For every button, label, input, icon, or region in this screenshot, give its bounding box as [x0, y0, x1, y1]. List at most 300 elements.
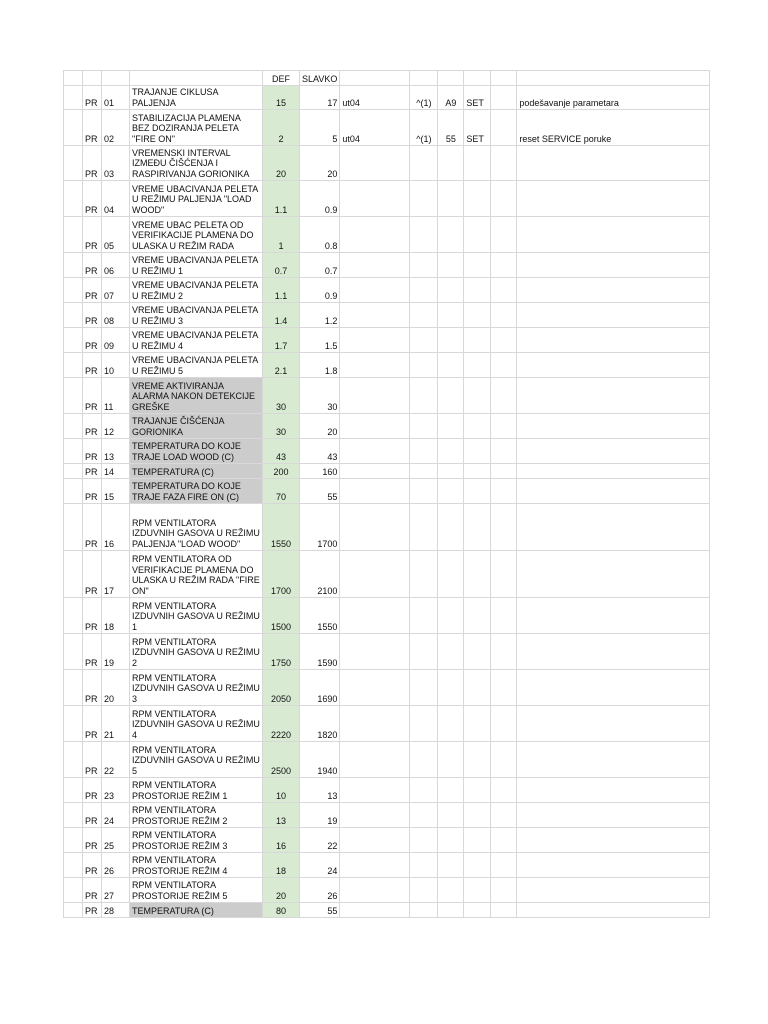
cell-pr[interactable]: PR	[83, 878, 102, 903]
cell-c1[interactable]: ut04	[340, 86, 410, 110]
cell-c2[interactable]	[410, 439, 438, 464]
cell-slavko[interactable]: 5	[300, 110, 340, 146]
cell-c1[interactable]	[340, 217, 410, 253]
cell-blank2[interactable]	[491, 303, 517, 328]
cell-num[interactable]: 23	[102, 778, 130, 803]
cell-c1[interactable]	[340, 303, 410, 328]
cell-c2[interactable]	[410, 878, 438, 903]
cell-blank2[interactable]	[491, 439, 517, 464]
cell-c2[interactable]	[410, 464, 438, 479]
cell[interactable]	[464, 71, 491, 86]
cell-c2[interactable]	[410, 217, 438, 253]
cell-c2[interactable]	[410, 598, 438, 634]
cell-note[interactable]: podešavanje parametara	[517, 86, 710, 110]
cell-c1[interactable]	[340, 828, 410, 853]
cell-c3[interactable]	[438, 853, 464, 878]
cell-note[interactable]: reset SERVICE poruke	[517, 110, 710, 146]
cell-c3[interactable]	[438, 742, 464, 778]
cell-def[interactable]: 1550	[263, 504, 300, 551]
cell-desc[interactable]: TEMPERATURA (C)	[130, 903, 263, 918]
cell-c1[interactable]	[340, 328, 410, 353]
cell-desc[interactable]: TRAJANJE ČIŠĆENJA GORIONIKA	[130, 414, 263, 439]
cell-num[interactable]: 01	[102, 86, 130, 110]
cell-c2[interactable]	[410, 278, 438, 303]
cell-c4[interactable]	[464, 278, 491, 303]
cell-c3[interactable]	[438, 353, 464, 378]
cell-note[interactable]	[517, 181, 710, 217]
cell-blank[interactable]	[64, 146, 83, 181]
cell-c3[interactable]	[438, 670, 464, 706]
cell-blank[interactable]	[64, 414, 83, 439]
cell-c3[interactable]	[438, 598, 464, 634]
cell-c4[interactable]	[464, 479, 491, 504]
cell-desc[interactable]: RPM VENTILATORA IZDUVNIH GASOVA U REŽIMU 3	[130, 670, 263, 706]
cell-note[interactable]	[517, 217, 710, 253]
cell-slavko[interactable]: 20	[300, 146, 340, 181]
cell-pr[interactable]: PR	[83, 598, 102, 634]
cell-blank[interactable]	[64, 634, 83, 670]
cell-blank2[interactable]	[491, 903, 517, 918]
cell-pr[interactable]: PR	[83, 803, 102, 828]
cell-blank2[interactable]	[491, 878, 517, 903]
cell-c4[interactable]	[464, 253, 491, 278]
cell-pr[interactable]: PR	[83, 278, 102, 303]
cell-desc[interactable]: RPM VENTILATORA PROSTORIJE REŽIM 2	[130, 803, 263, 828]
cell-num[interactable]: 02	[102, 110, 130, 146]
cell-c1[interactable]	[340, 803, 410, 828]
cell-pr[interactable]: PR	[83, 551, 102, 598]
cell-c3[interactable]	[438, 464, 464, 479]
cell-blank[interactable]	[64, 853, 83, 878]
cell-c3[interactable]	[438, 414, 464, 439]
cell-slavko[interactable]: 13	[300, 778, 340, 803]
cell-pr[interactable]: PR	[83, 217, 102, 253]
cell-slavko[interactable]: 0.8	[300, 217, 340, 253]
cell-slavko[interactable]: 2100	[300, 551, 340, 598]
cell-c1[interactable]	[340, 146, 410, 181]
header-def[interactable]: DEF	[263, 71, 300, 86]
cell-note[interactable]	[517, 878, 710, 903]
cell-blank2[interactable]	[491, 853, 517, 878]
cell-desc[interactable]: VREME UBACIVANJA PELETA U REŽIMU 3	[130, 303, 263, 328]
cell[interactable]	[410, 71, 438, 86]
cell-pr[interactable]: PR	[83, 110, 102, 146]
cell-slavko[interactable]: 17	[300, 86, 340, 110]
cell-note[interactable]	[517, 598, 710, 634]
cell-blank[interactable]	[64, 742, 83, 778]
cell-note[interactable]	[517, 479, 710, 504]
cell-c2[interactable]	[410, 803, 438, 828]
cell-c3[interactable]	[438, 551, 464, 598]
cell-slavko[interactable]: 22	[300, 828, 340, 853]
cell-c4[interactable]	[464, 903, 491, 918]
cell-blank2[interactable]	[491, 504, 517, 551]
cell-c4[interactable]	[464, 439, 491, 464]
cell-c3[interactable]	[438, 328, 464, 353]
cell-pr[interactable]: PR	[83, 303, 102, 328]
cell-blank[interactable]	[64, 328, 83, 353]
cell-c1[interactable]	[340, 670, 410, 706]
cell-slavko[interactable]: 1550	[300, 598, 340, 634]
cell-c2[interactable]	[410, 328, 438, 353]
cell-note[interactable]	[517, 742, 710, 778]
cell-c2[interactable]	[410, 551, 438, 598]
cell-num[interactable]: 17	[102, 551, 130, 598]
cell-c4[interactable]	[464, 378, 491, 414]
cell-note[interactable]	[517, 253, 710, 278]
cell-def[interactable]: 1.1	[263, 181, 300, 217]
cell-blank2[interactable]	[491, 110, 517, 146]
cell-pr[interactable]: PR	[83, 778, 102, 803]
cell-note[interactable]	[517, 504, 710, 551]
cell-blank[interactable]	[64, 504, 83, 551]
cell-def[interactable]: 15	[263, 86, 300, 110]
cell-c3[interactable]	[438, 181, 464, 217]
cell-def[interactable]: 1700	[263, 551, 300, 598]
cell-num[interactable]: 04	[102, 181, 130, 217]
cell-def[interactable]: 2.1	[263, 353, 300, 378]
cell-blank[interactable]	[64, 253, 83, 278]
cell-def[interactable]: 18	[263, 853, 300, 878]
cell-note[interactable]	[517, 378, 710, 414]
cell-def[interactable]: 30	[263, 414, 300, 439]
cell-c1[interactable]	[340, 181, 410, 217]
cell-blank2[interactable]	[491, 217, 517, 253]
cell-desc[interactable]: RPM VENTILATORA IZDUVNIH GASOVA U REŽIMU 1	[130, 598, 263, 634]
cell-c3[interactable]	[438, 778, 464, 803]
cell-note[interactable]	[517, 803, 710, 828]
cell-num[interactable]: 22	[102, 742, 130, 778]
cell-desc[interactable]: VREME AKTIVIRANJA ALARMA NAKON DETEKCIJE GREŠKE	[130, 378, 263, 414]
cell-note[interactable]	[517, 464, 710, 479]
cell[interactable]	[517, 71, 710, 86]
cell-c2[interactable]	[410, 378, 438, 414]
cell-desc[interactable]: RPM VENTILATORA IZDUVNIH GASOVA U REŽIMU 4	[130, 706, 263, 742]
cell-c1[interactable]	[340, 853, 410, 878]
cell-def[interactable]: 20	[263, 878, 300, 903]
cell-pr[interactable]: PR	[83, 706, 102, 742]
cell-blank[interactable]	[64, 828, 83, 853]
cell-pr[interactable]: PR	[83, 828, 102, 853]
cell-def[interactable]: 2220	[263, 706, 300, 742]
cell-c4[interactable]	[464, 778, 491, 803]
cell-def[interactable]: 1.4	[263, 303, 300, 328]
cell-c1[interactable]	[340, 464, 410, 479]
cell-c4[interactable]	[464, 414, 491, 439]
cell-c4[interactable]	[464, 504, 491, 551]
cell-slavko[interactable]: 30	[300, 378, 340, 414]
cell-desc[interactable]: RPM VENTILATORA PROSTORIJE REŽIM 5	[130, 878, 263, 903]
cell-c1[interactable]	[340, 253, 410, 278]
cell-blank2[interactable]	[491, 803, 517, 828]
cell-blank[interactable]	[64, 598, 83, 634]
cell-c4[interactable]	[464, 464, 491, 479]
cell-blank2[interactable]	[491, 706, 517, 742]
cell-slavko[interactable]: 19	[300, 803, 340, 828]
cell-c3[interactable]	[438, 634, 464, 670]
cell-num[interactable]: 21	[102, 706, 130, 742]
cell[interactable]	[491, 71, 517, 86]
cell-c2[interactable]: ^(1)	[410, 86, 438, 110]
cell-def[interactable]: 2	[263, 110, 300, 146]
cell-def[interactable]: 1750	[263, 634, 300, 670]
cell-def[interactable]: 13	[263, 803, 300, 828]
cell[interactable]	[83, 71, 102, 86]
cell-c1[interactable]	[340, 439, 410, 464]
cell-blank2[interactable]	[491, 328, 517, 353]
cell-c2[interactable]	[410, 634, 438, 670]
cell-blank[interactable]	[64, 86, 83, 110]
cell-num[interactable]: 15	[102, 479, 130, 504]
cell-c1[interactable]	[340, 378, 410, 414]
cell-c2[interactable]	[410, 181, 438, 217]
cell-c2[interactable]	[410, 479, 438, 504]
cell-desc[interactable]: TEMPERATURA DO KOJE TRAJE FAZA FIRE ON (C)	[130, 479, 263, 504]
cell-desc[interactable]: TRAJANJE CIKLUSA PALJENJA	[130, 86, 263, 110]
cell-c3[interactable]	[438, 146, 464, 181]
cell-slavko[interactable]: 26	[300, 878, 340, 903]
cell-desc[interactable]: VREME UBACIVANJA PELETA U REŽIMU 1	[130, 253, 263, 278]
cell-def[interactable]: 80	[263, 903, 300, 918]
cell-blank2[interactable]	[491, 278, 517, 303]
header-slavko[interactable]: SLAVKO	[300, 71, 340, 86]
cell-blank2[interactable]	[491, 181, 517, 217]
cell-num[interactable]: 11	[102, 378, 130, 414]
cell-blank2[interactable]	[491, 598, 517, 634]
cell-c2[interactable]	[410, 828, 438, 853]
cell-note[interactable]	[517, 353, 710, 378]
cell-blank2[interactable]	[491, 464, 517, 479]
cell-blank[interactable]	[64, 439, 83, 464]
cell-note[interactable]	[517, 828, 710, 853]
cell-num[interactable]: 26	[102, 853, 130, 878]
cell-desc[interactable]: VREMENSKI INTERVAL IZMEĐU ČIŠĆENJA I RASPIRIVANJA GORIONIKA	[130, 146, 263, 181]
cell-c3[interactable]	[438, 278, 464, 303]
cell-note[interactable]	[517, 551, 710, 598]
cell-c2[interactable]	[410, 303, 438, 328]
cell-c1[interactable]	[340, 878, 410, 903]
cell-blank[interactable]	[64, 803, 83, 828]
cell-blank[interactable]	[64, 670, 83, 706]
cell-c1[interactable]	[340, 551, 410, 598]
cell-def[interactable]: 1	[263, 217, 300, 253]
cell-c2[interactable]	[410, 778, 438, 803]
cell-desc[interactable]: TEMPERATURA DO KOJE TRAJE LOAD WOOD (C)	[130, 439, 263, 464]
cell-def[interactable]: 1500	[263, 598, 300, 634]
cell-blank2[interactable]	[491, 670, 517, 706]
cell-slavko[interactable]: 1.8	[300, 353, 340, 378]
cell-def[interactable]: 16	[263, 828, 300, 853]
cell-blank2[interactable]	[491, 479, 517, 504]
cell-def[interactable]: 30	[263, 378, 300, 414]
cell-slavko[interactable]: 1590	[300, 634, 340, 670]
cell-pr[interactable]: PR	[83, 439, 102, 464]
cell-c4[interactable]	[464, 217, 491, 253]
cell-pr[interactable]: PR	[83, 903, 102, 918]
cell-blank[interactable]	[64, 353, 83, 378]
cell-desc[interactable]: VREME UBACIVANJA PELETA U REŽIMU 5	[130, 353, 263, 378]
cell-slavko[interactable]: 1.5	[300, 328, 340, 353]
cell-c2[interactable]	[410, 742, 438, 778]
cell-def[interactable]: 43	[263, 439, 300, 464]
cell-num[interactable]: 25	[102, 828, 130, 853]
cell-num[interactable]: 18	[102, 598, 130, 634]
cell-slavko[interactable]: 0.9	[300, 278, 340, 303]
cell-note[interactable]	[517, 414, 710, 439]
cell-note[interactable]	[517, 634, 710, 670]
cell-c3[interactable]	[438, 303, 464, 328]
cell[interactable]	[102, 71, 130, 86]
cell-c4[interactable]	[464, 670, 491, 706]
cell-c1[interactable]	[340, 778, 410, 803]
cell-c4[interactable]	[464, 181, 491, 217]
cell-pr[interactable]: PR	[83, 253, 102, 278]
cell-pr[interactable]: PR	[83, 86, 102, 110]
cell-num[interactable]: 12	[102, 414, 130, 439]
cell-c3[interactable]: A9	[438, 86, 464, 110]
cell-c1[interactable]	[340, 504, 410, 551]
cell-c3[interactable]	[438, 479, 464, 504]
cell-def[interactable]: 10	[263, 778, 300, 803]
cell-c3[interactable]	[438, 217, 464, 253]
cell-blank2[interactable]	[491, 551, 517, 598]
cell-def[interactable]: 1.1	[263, 278, 300, 303]
cell-def[interactable]: 0.7	[263, 253, 300, 278]
cell-slavko[interactable]: 160	[300, 464, 340, 479]
cell-num[interactable]: 20	[102, 670, 130, 706]
cell-def[interactable]: 20	[263, 146, 300, 181]
cell-slavko[interactable]: 20	[300, 414, 340, 439]
cell-c3[interactable]	[438, 253, 464, 278]
cell-c1[interactable]	[340, 479, 410, 504]
cell-c3[interactable]	[438, 878, 464, 903]
cell-num[interactable]: 05	[102, 217, 130, 253]
cell-num[interactable]: 09	[102, 328, 130, 353]
cell-def[interactable]: 1.7	[263, 328, 300, 353]
cell-pr[interactable]: PR	[83, 181, 102, 217]
cell-blank[interactable]	[64, 778, 83, 803]
cell[interactable]	[340, 71, 410, 86]
cell-pr[interactable]: PR	[83, 479, 102, 504]
cell-c4[interactable]	[464, 303, 491, 328]
cell-blank2[interactable]	[491, 414, 517, 439]
cell-blank[interactable]	[64, 303, 83, 328]
cell-pr[interactable]: PR	[83, 742, 102, 778]
cell-c2[interactable]	[410, 903, 438, 918]
cell-blank2[interactable]	[491, 742, 517, 778]
cell-c3[interactable]	[438, 504, 464, 551]
cell-blank[interactable]	[64, 464, 83, 479]
cell-c2[interactable]: ^(1)	[410, 110, 438, 146]
cell-note[interactable]	[517, 328, 710, 353]
cell-num[interactable]: 13	[102, 439, 130, 464]
cell-c2[interactable]	[410, 414, 438, 439]
cell-num[interactable]: 24	[102, 803, 130, 828]
cell-def[interactable]: 2500	[263, 742, 300, 778]
cell-desc[interactable]: VREME UBAC PELETA OD VERIFIKACIJE PLAMENA DO ULASKA U REŽIM RADA	[130, 217, 263, 253]
cell-c4[interactable]	[464, 353, 491, 378]
cell-c4[interactable]	[464, 328, 491, 353]
cell-c1[interactable]	[340, 706, 410, 742]
cell-c1[interactable]	[340, 634, 410, 670]
cell-c3[interactable]	[438, 706, 464, 742]
cell-c4[interactable]	[464, 146, 491, 181]
cell-c2[interactable]	[410, 706, 438, 742]
cell-note[interactable]	[517, 303, 710, 328]
cell-num[interactable]: 06	[102, 253, 130, 278]
cell-c4[interactable]: SET	[464, 110, 491, 146]
cell-blank[interactable]	[64, 706, 83, 742]
cell-slavko[interactable]: 1690	[300, 670, 340, 706]
cell-def[interactable]: 70	[263, 479, 300, 504]
cell-desc[interactable]: RPM VENTILATORA PROSTORIJE REŽIM 4	[130, 853, 263, 878]
cell-c1[interactable]	[340, 903, 410, 918]
cell-slavko[interactable]: 55	[300, 903, 340, 918]
cell-num[interactable]: 08	[102, 303, 130, 328]
cell-c1[interactable]: ut04	[340, 110, 410, 146]
cell-desc[interactable]: STABILIZACIJA PLAMENA BEZ DOZIRANJA PELETA "FIRE ON"	[130, 110, 263, 146]
cell-c2[interactable]	[410, 853, 438, 878]
cell-blank2[interactable]	[491, 828, 517, 853]
cell-num[interactable]: 07	[102, 278, 130, 303]
cell-note[interactable]	[517, 706, 710, 742]
cell-c4[interactable]	[464, 853, 491, 878]
cell-note[interactable]	[517, 853, 710, 878]
cell-slavko[interactable]: 55	[300, 479, 340, 504]
cell-blank2[interactable]	[491, 253, 517, 278]
cell-num[interactable]: 27	[102, 878, 130, 903]
cell-pr[interactable]: PR	[83, 328, 102, 353]
cell-c1[interactable]	[340, 278, 410, 303]
cell-c3[interactable]	[438, 803, 464, 828]
cell-c4[interactable]	[464, 828, 491, 853]
cell-blank2[interactable]	[491, 378, 517, 414]
cell-slavko[interactable]: 1940	[300, 742, 340, 778]
cell-pr[interactable]: PR	[83, 670, 102, 706]
cell-num[interactable]: 14	[102, 464, 130, 479]
cell-pr[interactable]: PR	[83, 378, 102, 414]
cell-blank2[interactable]	[491, 634, 517, 670]
cell-c4[interactable]	[464, 598, 491, 634]
cell-desc[interactable]: TEMPERATURA (C)	[130, 464, 263, 479]
cell-blank[interactable]	[64, 551, 83, 598]
cell-note[interactable]	[517, 903, 710, 918]
cell-c3[interactable]	[438, 828, 464, 853]
cell-num[interactable]: 19	[102, 634, 130, 670]
cell-desc[interactable]: RPM VENTILATORA IZDUVNIH GASOVA U REŽIMU 5	[130, 742, 263, 778]
cell-pr[interactable]: PR	[83, 504, 102, 551]
cell-c1[interactable]	[340, 598, 410, 634]
cell-slavko[interactable]: 24	[300, 853, 340, 878]
cell-c1[interactable]	[340, 742, 410, 778]
cell-slavko[interactable]: 0.7	[300, 253, 340, 278]
cell-blank2[interactable]	[491, 146, 517, 181]
cell-blank2[interactable]	[491, 778, 517, 803]
cell-c2[interactable]	[410, 146, 438, 181]
cell-blank[interactable]	[64, 479, 83, 504]
cell-c4[interactable]	[464, 634, 491, 670]
cell-c2[interactable]	[410, 670, 438, 706]
cell-pr[interactable]: PR	[83, 353, 102, 378]
cell-pr[interactable]: PR	[83, 464, 102, 479]
cell-pr[interactable]: PR	[83, 853, 102, 878]
cell-desc[interactable]: RPM VENTILATORA PROSTORIJE REŽIM 3	[130, 828, 263, 853]
cell-note[interactable]	[517, 146, 710, 181]
cell-slavko[interactable]: 1820	[300, 706, 340, 742]
cell[interactable]	[130, 71, 263, 86]
cell-c4[interactable]: SET	[464, 86, 491, 110]
cell-pr[interactable]: PR	[83, 414, 102, 439]
